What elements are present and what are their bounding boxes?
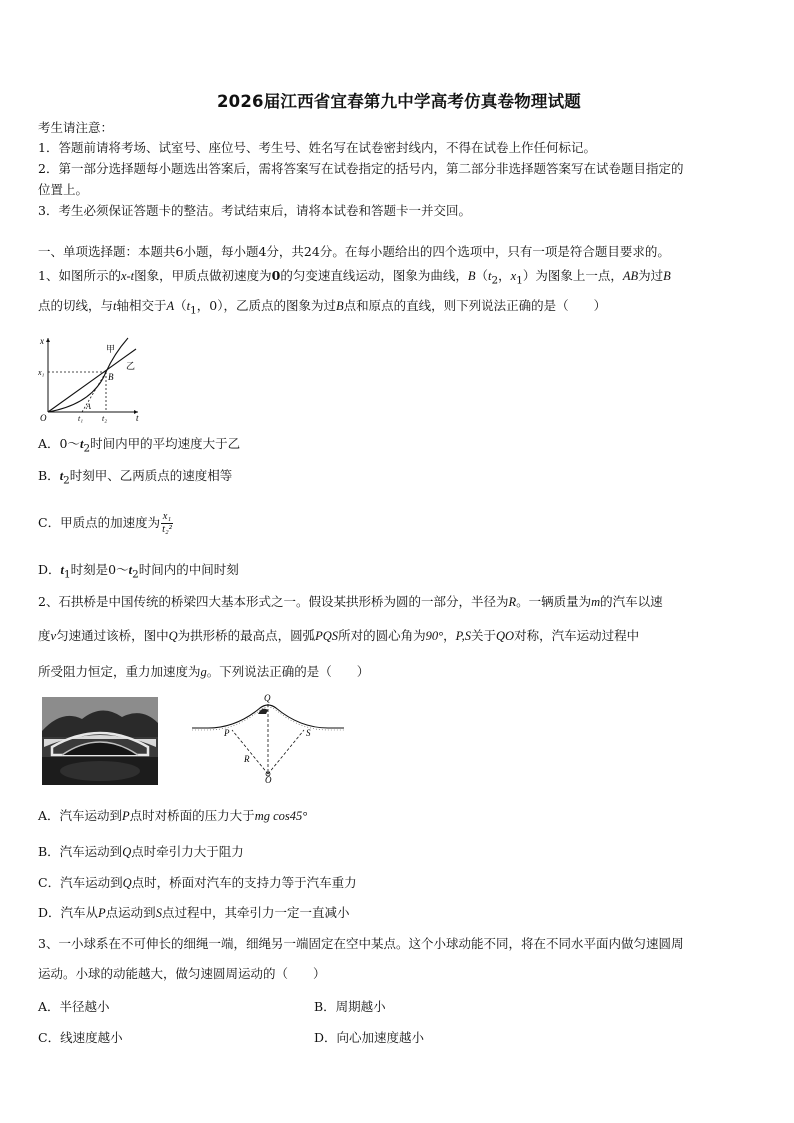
q1-fig-label-t1: t₁ (78, 414, 84, 423)
page-title: 2026届江西省宜春第九中学高考仿真卷物理试题 (216, 92, 582, 111)
q1-fig-label-t: t (136, 413, 139, 423)
q1-fig-label-b: B (108, 372, 114, 382)
q1-fig-label-yi: 乙 (126, 361, 136, 371)
q2-fig-label-p: P (224, 728, 230, 738)
q2-bridge-photo (42, 697, 158, 785)
q1-option-a[interactable]: A．$0\sim t_2$时间内甲的平均速度大于乙 (38, 436, 241, 455)
q1-line-yi (48, 349, 136, 412)
q3-stem-line2: 运动。小球的动能越大，做匀速圆周运动的（ ） (38, 966, 326, 981)
q1-fig-label-a: A (86, 402, 91, 411)
q2-fig-label-o: O (265, 775, 272, 784)
q2-stem-line3: 所受阻力恒定，重力加速度为g。下列说法正确的是（ ） (38, 664, 370, 679)
q2-fig-label-r: R (244, 754, 250, 764)
q1-fig-label-jia: 甲 (106, 344, 116, 354)
notice-item-1: 1．答题前请将考场、试室号、座位号、考生号、姓名写在试卷密封线内，不得在试卷上作任何标记。 (38, 140, 596, 155)
q3-option-d[interactable]: D．向心加速度越小 (314, 1030, 425, 1045)
q1-xt-graph (38, 332, 144, 424)
notice-item-3: 3．考生必须保证答题卡的整洁。考试结束后，请将本试卷和答题卡一并交回。 (38, 203, 471, 218)
q3-option-a[interactable]: A．半径越小 (38, 999, 110, 1014)
q2-car-icon (258, 709, 268, 714)
notice-item-2-cont: 位置上。 (38, 182, 89, 197)
notice-item-2: 2．第一部分选择题每小题选出答案后，需将答案写在试卷指定的括号内，第二部分非选择题答案写在试卷题目指定的 (38, 161, 684, 176)
q1-fig-label-t2: t₂ (102, 414, 108, 423)
q1-fig-label-x: x (40, 336, 44, 346)
q2-arch-diagram (188, 692, 348, 784)
q1-fig-label-o: O (40, 413, 47, 423)
q2-stem-line2: 度v匀速通过该桥，图中Q为拱形桥的最高点，圆弧PQS所对的圆心角为90°，P,S关于QO对称，汽车运动过程中 (38, 628, 640, 643)
q2-option-c[interactable]: C．汽车运动到Q点时，桥面对汽车的支持力等于汽车重力 (38, 875, 357, 890)
q3-option-b[interactable]: B．周期越小 (314, 999, 386, 1014)
section-heading: 一、单项选择题：本题共6小题，每小题4分，共24分。在每小题给出的四个选项中，只有一项是符合题目要求的。 (38, 244, 670, 259)
q1-option-c-fraction: $\frac{\text{x₁}}{\text{t₂²}}$ (162, 511, 172, 535)
q1-stem-line2: 点的切线，与t轴相交于$A(t_1$，0），乙质点的图象为过B点和原点的直线，则下列说法正确的是（ ） (38, 298, 607, 317)
q1-option-d[interactable]: D．$t_1$时刻是$0\sim t_2$时间内的中间时刻 (38, 562, 239, 581)
q2-option-b[interactable]: B．汽车运动到Q点时牵引力大于阻力 (38, 844, 244, 859)
q3-stem-line1: 3、一小球系在不可伸长的细绳一端，细绳另一端固定在空中某点。这个小球动能不同，将在不同水平面内做匀速圆周 (38, 936, 684, 951)
q1-fig-label-x1: x₁ (38, 368, 45, 377)
q1-curve-jia (48, 338, 128, 412)
q1-option-c[interactable]: C．甲质点的加速度为 $\frac{\text{x₁}}{\text{t₂²}}$ (38, 511, 172, 535)
q1-option-b[interactable]: B．$t_2$时刻甲、乙两质点的速度相等 (38, 468, 233, 487)
q2-option-a[interactable]: A．汽车运动到P点时对桥面的压力大于mg cos45° (38, 808, 308, 823)
q2-radius-op (232, 730, 268, 774)
notice-heading: 考生请注意： (38, 120, 114, 135)
q1-stem-line1: 1、如图所示的x-t图象，甲质点做初速度为0的匀变速直线运动，图象为曲线，$B(t_2$，$x_1$）为图象上一点，AB为过B (38, 268, 671, 287)
q2-fig-label-q: Q (264, 693, 271, 703)
q2-fig-label-s: S (306, 728, 311, 738)
q2-radius-os (268, 730, 304, 774)
q2-stem-line1: 2、石拱桥是中国传统的桥梁四大基本形式之一。假设某拱形桥为圆的一部分，半径为R。一辆质量为m的汽车以速 (38, 594, 663, 609)
q3-option-c[interactable]: C．线速度越小 (38, 1030, 123, 1045)
q2-option-d[interactable]: D．汽车从P点运动到S点过程中，其牵引力一定一直减小 (38, 905, 350, 920)
